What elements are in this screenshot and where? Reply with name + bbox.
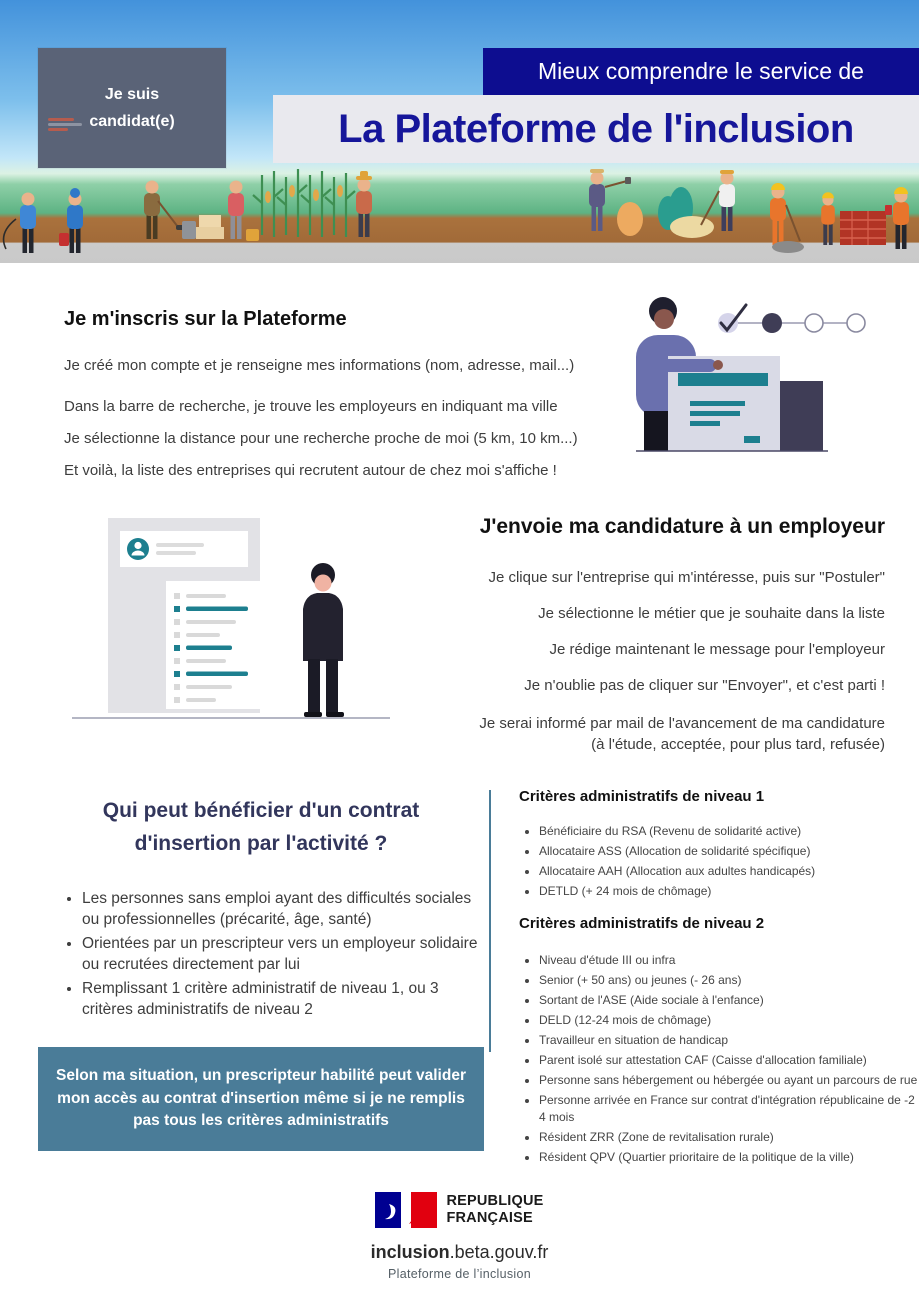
section-title: Je m'inscris sur la Plateforme (64, 308, 347, 330)
construction-worker-figure (770, 183, 804, 253)
criteria-item: • Parent isolé sur attestation CAF (Caisse d'allocation familiale) (539, 1052, 919, 1069)
eligibility-item: • Remplissant 1 critère administratif de niveau 1, ou 3 critères administratifs de niveau 2 (82, 978, 484, 1021)
candidate-figure (303, 563, 344, 717)
eligibility-title (38, 795, 484, 860)
footer-tagline: Plateforme de l’inclusion (388, 1267, 531, 1281)
criteria-level1-title: Critères administratifs de niveau 1 (519, 788, 765, 805)
section-inscription (64, 308, 644, 494)
eligibility-item: • Les personnes sans emploi ayant des difficultés sociales ou professionnelles (précarité, âge, santé) (82, 888, 484, 931)
note-line: Je serai informé par mail de l'avancement de ma candidature (479, 715, 885, 732)
step-line: Je rédige maintenant le message pour l'employeur (549, 641, 885, 658)
user-avatar-icon (127, 538, 149, 560)
note-line: (à l'étude, acceptée, pour plus tard, refusée) (591, 736, 885, 753)
prescriber-callout (38, 1047, 484, 1151)
brick-wall (840, 211, 886, 245)
logo-line: FRANÇAISE (446, 1210, 533, 1226)
criteria-item: • Résident ZRR (Zone de revitalisation rurale) (539, 1129, 919, 1146)
criteria-item: • Senior (+ 50 ans) ou jeunes (- 26 ans) (539, 972, 919, 989)
criteria-item: • Bénéficiaire du RSA (Revenu de solidarité active) (539, 823, 919, 840)
section-candidature (425, 515, 885, 755)
farmer-figure (356, 171, 372, 237)
subtitle-text: Mieux comprendre le service de (538, 58, 864, 84)
application-list-illustration (70, 513, 400, 725)
page-title: La Plateforme de l'inclusion (338, 106, 854, 151)
worker-figure (228, 181, 259, 242)
criteria-item: • DETLD (+ 24 mois de chômage) (539, 883, 919, 900)
column-divider (489, 790, 491, 1052)
progress-stepper-icon (718, 305, 865, 333)
site-domain (0, 1242, 919, 1263)
footer (0, 1190, 919, 1281)
worker-figure (4, 193, 36, 254)
worker-figure (59, 188, 83, 253)
badge-line: Je suis (104, 85, 160, 103)
bush (617, 202, 643, 236)
logo-wordmark (446, 1193, 543, 1226)
criteria-item: • Allocataire ASS (Allocation de solidarité spécifique) (539, 843, 919, 860)
criteria-item: • Niveau d'étude III ou infra (539, 952, 919, 969)
subtitle-banner (483, 48, 919, 95)
step-line: Et voilà, la liste des entreprises qui recrutent autour de chez moi s'affiche ! (64, 462, 557, 479)
inscription-steps (64, 357, 644, 479)
workers-illustration (0, 153, 919, 263)
construction-worker-figure (821, 192, 835, 245)
criteria-level2-title: Critères administratifs de niveau 2 (519, 915, 765, 932)
section-title: J'envoie ma candidature à un employeur (479, 515, 885, 538)
hay-pile (670, 216, 714, 238)
criteria-item: • Personne arrivée en France sur contrat d'intégration républicaine de -2 4 mois (539, 1092, 919, 1125)
republique-francaise-logo (375, 1190, 437, 1230)
title-banner (273, 95, 919, 163)
badge-line: candidat(e) (89, 113, 175, 130)
speed-lines-decoration (48, 116, 88, 130)
corn-field (253, 169, 355, 237)
callout-text: Selon ma situation, un prescripteur habilité peut valider mon accès au contrat d'insertion même si je ne remplis pas tous les critères administratifs (56, 1067, 466, 1130)
barrel (182, 221, 196, 239)
step-line: Dans la barre de recherche, je trouve les employeurs en indiquant ma ville (64, 398, 558, 415)
domain-bold: inclusion (370, 1242, 450, 1262)
criteria-item: • Travailleur en situation de handicap (539, 1032, 919, 1049)
farmer-figure (144, 181, 184, 240)
criteria-level1 (519, 788, 919, 903)
eligibility-title-line: d'insertion par l'activité ? (134, 831, 388, 855)
criteria-item: • Résident QPV (Quartier prioritaire de la politique de la ville) (539, 1149, 919, 1166)
domain-rest: .beta.gouv.fr (449, 1242, 549, 1262)
eligibility-bullets (60, 888, 484, 1022)
step-line: Je créé mon compte et je renseigne mes informations (nom, adresse, mail...) (64, 357, 575, 374)
criteria-level2 (519, 915, 919, 1169)
step-line: Je sélectionne le métier que je souhaite dans la liste (538, 605, 885, 622)
eligibility-title-line: Qui peut bénéficier d'un contrat (102, 799, 420, 822)
construction-worker-figure (885, 187, 909, 249)
criteria-item: • DELD (12-24 mois de chômage) (539, 1012, 919, 1029)
audience-badge (38, 48, 226, 168)
step-line: Je n'oublie pas de cliquer sur "Envoyer", et c'est parti ! (524, 677, 885, 694)
signup-illustration (628, 293, 890, 458)
hero-banner (0, 0, 919, 263)
criteria-item: • Sortant de l'ASE (Aide sociale à l'enfance) (539, 992, 919, 1009)
candidature-steps (425, 569, 885, 694)
criteria-item: • Personne sans hébergement ou hébergée ou ayant un parcours de rue (539, 1072, 919, 1089)
step-line: Je sélectionne la distance pour une recherche proche de moi (5 km, 10 km...) (64, 430, 578, 447)
logo-line: REPUBLIQUE (446, 1193, 544, 1210)
eligibility-item: • Orientées par un prescripteur vers un employeur solidaire ou recrutées directement par lui (82, 933, 484, 976)
step-line: Je clique sur l'entreprise qui m'intéresse, puis sur "Postuler" (488, 569, 885, 586)
criteria-item: • Allocataire AAH (Allocation aux adultes handicapés) (539, 863, 919, 880)
